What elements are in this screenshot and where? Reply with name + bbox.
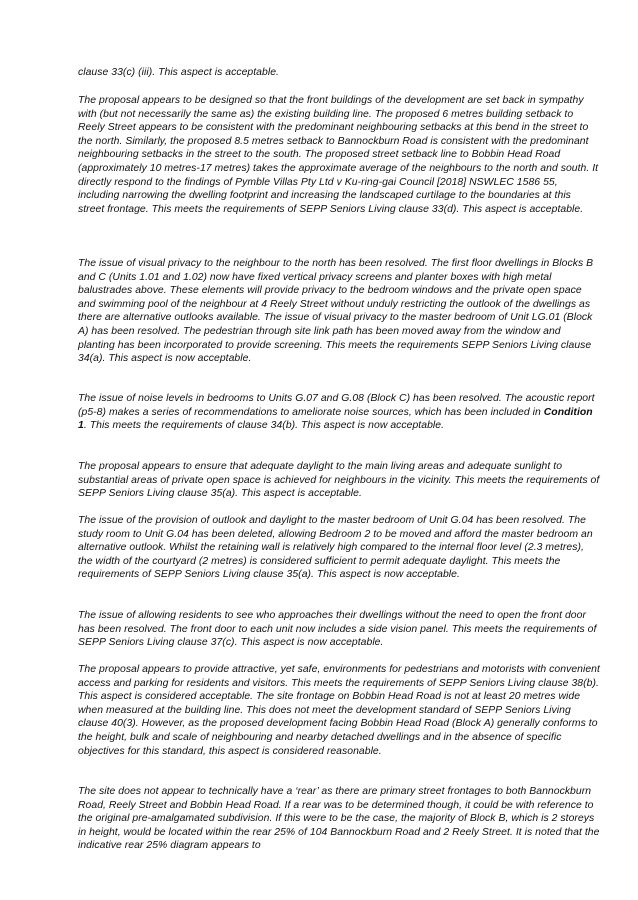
paragraph-noise-text-after: . This meets the requirements of clause 34(b). This aspect is now acceptable. bbox=[83, 420, 445, 432]
paragraph-visual-privacy: The issue of visual privacy to the neighbour to the north has been resolved. The first floor dwellings in Blocks B and C (Units 1.01 and 1.02) now have fixed vertical privacy screens and planter boxes with high metal balustrades above. These elements will provide privacy to the bedroom windows and the private open space and swimming pool of the neighbour at 4 Reely Street without unduly restricting the outlook of the dwellings as there are alternative outlooks available. The issue of visual privacy to the master bedroom of Unit LG.01 (Block A) has been resolved. The pedestrian through site link path has been moved away from the window and planting has been incorporated to provide screening. This meets the requirements SEPP Seniors Living clause 34(a). This aspect is now acceptable. bbox=[78, 258, 594, 365]
paragraph-noise-levels bbox=[78, 392, 600, 433]
paragraph-pedestrian-environment: The proposal appears to provide attractive, yet safe, environments for pedestrians and motorists with convenient access and parking for residents and visitors. This meets the requirements of SEPP Seniors Living clause 38(b). This aspect is considered acceptable. The site frontage on Bobbin Head Road is not at least 20 metres wide when measured at the building line. This does not meet the development standard of SEPP Seniors Living clause 40(3). However, as the proposed development facing Bobbin Head Road (Block A) generally conforms to the height, bulk and scale of neighbouring and nearby detached dwellings and in the absence of specific objectives for this standard, this aspect is considered reasonable. bbox=[78, 664, 600, 757]
paragraph-side-vision-panel: The issue of allowing residents to see who approaches their dwellings without the need to open the front door has been resolved. The front door to each unit now includes a side vision panel. This meets the requirements of SEPP Seniors Living clause 37(c). This aspect is now acceptable. bbox=[78, 610, 597, 649]
paragraph-noise-text-before: The issue of noise levels in bedrooms to Units G.07 and G.08 (Block C) has been resolved. The acoustic report (p5-8) makes a series of recommendations to ameliorate noise sources, which has been included in bbox=[78, 393, 595, 418]
paragraph-daylight-neighbours: The proposal appears to ensure that adequate daylight to the main living areas and adequate sunlight to substantial areas of private open space is achieved for neighbours in the vicinity. This meets the requirements of SEPP Seniors Living clause 35(a). This aspect is acceptable. bbox=[78, 461, 600, 500]
paragraph-setbacks: The proposal appears to be designed so that the front buildings of the development are set back in sympathy with (but not necessarily the same as) the existing building line. The proposed 6 metres building setback to Reely Street appears to be consistent with the predominant neighbouring setbacks at this bend in the street to the north. Similarly, the proposed 8.5 metres setback to Bannockburn Road is consistent with the predominant neighbouring setbacks in the street to the south. The proposed street setback line to Bobbin Head Road (approximately 10 metres-17 metres) takes the approximate average of the neighbours to the north and south. It directly respond to the findings of Pymble Villas Pty Ltd v Ku-ring-gai Council [2018] NSWLEC 1586 55, including narrowing the dwelling footprint and increasing the landscaped curtilage to the boundaries at this street frontage. This meets the requirements of SEPP Seniors Living clause 33(d). This aspect is acceptable. bbox=[78, 95, 599, 215]
paragraph-clause-33c: clause 33(c) (iii). This aspect is acceptable. bbox=[78, 67, 279, 78]
paragraph-outlook-unit-g04: The issue of the provision of outlook and daylight to the master bedroom of Unit G.04 has been resolved. The study room to Unit G.04 has been deleted, allowing Bedroom 2 to be moved and afford the master bedroom an alternative outlook. Whilst the retaining wall is relatively high compared to the internal floor level (2.3 metres), the width of the courtyard (2 metres) is considered sufficient to permit adequate daylight. This meets the requirements of SEPP Seniors Living clause 35(a). This aspect is now acceptable. bbox=[78, 515, 593, 581]
condition-reference: Condition 1 bbox=[78, 406, 593, 432]
paragraph-rear-setback: The site does not appear to technically have a ‘rear’ as there are primary street frontages to both Bannockburn Road, Reely Street and Bobbin Head Road. If a rear was to be determined though, it could be with reference to the original pre-amalgamated subdivision. If this were to be the case, the majority of Block B, which is 2 storeys in height, would be located within the rear 25% of 104 Bannockburn Road and 2 Reely Street. It is noted that the indicative rear 25% diagram appears to bbox=[78, 786, 600, 852]
